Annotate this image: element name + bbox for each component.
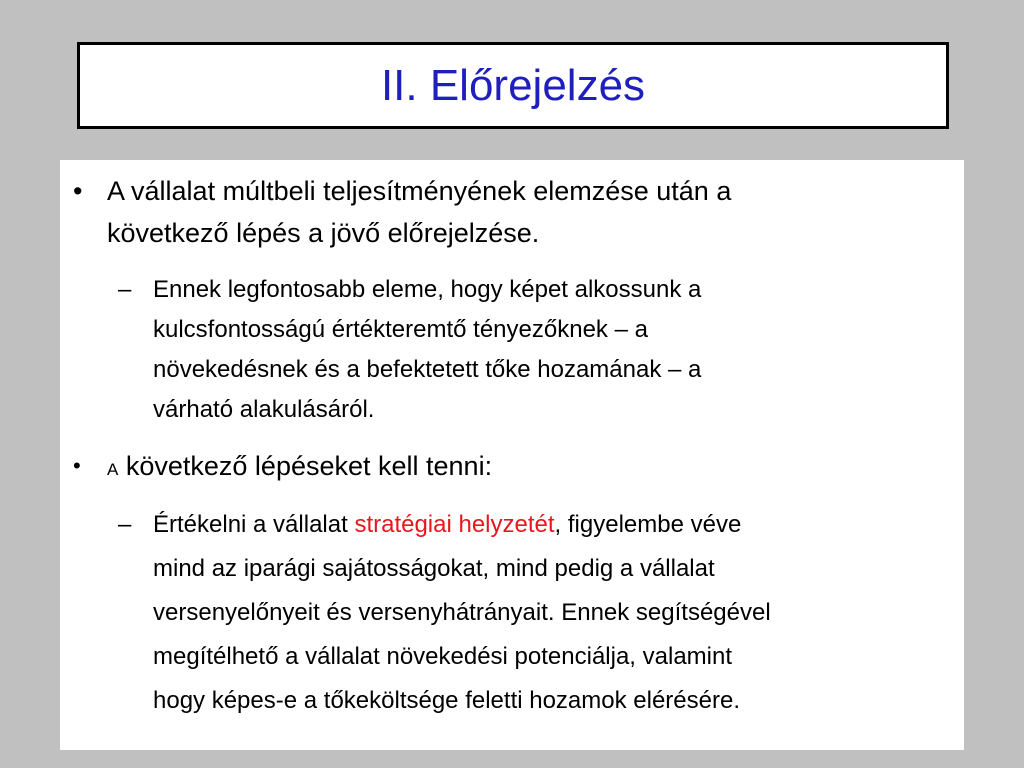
bullet-text	[107, 170, 937, 254]
sub1-line2: kulcsfontosságú értékteremtő tényezőknek – a	[153, 316, 648, 343]
sub2-line1-before: Értékelni a vállalat	[153, 511, 355, 538]
bullet-marker: •	[73, 453, 81, 478]
bullet2-text: következő lépéseket kell tenni:	[125, 451, 493, 481]
bullet2-prefix: A	[107, 460, 119, 479]
bullet1-line1: A vállalat múltbeli teljesítményének elemzése után a	[107, 176, 732, 206]
sub1-line3: növekedésnek és a befektetett tőke hozamának – a	[153, 356, 702, 383]
sub2-line5: hogy képes-e a tőkeköltsége feletti hozamok elérésére.	[153, 687, 741, 714]
sub2-line2: mind az iparági sajátosságokat, mind pedig a vállalat	[153, 555, 715, 582]
highlighted-phrase: stratégiai helyzetét	[354, 511, 555, 538]
sub1-line4: várható alakulásáról.	[153, 396, 375, 423]
sub2-line1	[153, 503, 953, 547]
bullet-marker: •	[73, 176, 83, 206]
sub1-line1: Ennek legfontosabb eleme, hogy képet alkossunk a	[153, 276, 702, 303]
dash-marker: –	[118, 276, 132, 303]
bullet1-line2: következő lépés a jövő előrejelzése.	[107, 218, 540, 248]
sub2-line3: versenyelőnyeit és versenyhátrányait. Ennek segítségével	[153, 599, 771, 626]
title-box	[77, 42, 949, 129]
sub-text	[153, 503, 953, 723]
content-box	[60, 160, 964, 750]
sub2-line1-after: , figyelembe véve	[554, 511, 742, 538]
slide-title: II. Előrejelzés	[380, 60, 646, 110]
dash-marker: –	[118, 511, 132, 538]
sub2-line4: megítélhető a vállalat növekedési potenciálja, valamint	[153, 643, 733, 670]
sub-text	[153, 270, 933, 430]
bullet-text	[107, 445, 937, 491]
